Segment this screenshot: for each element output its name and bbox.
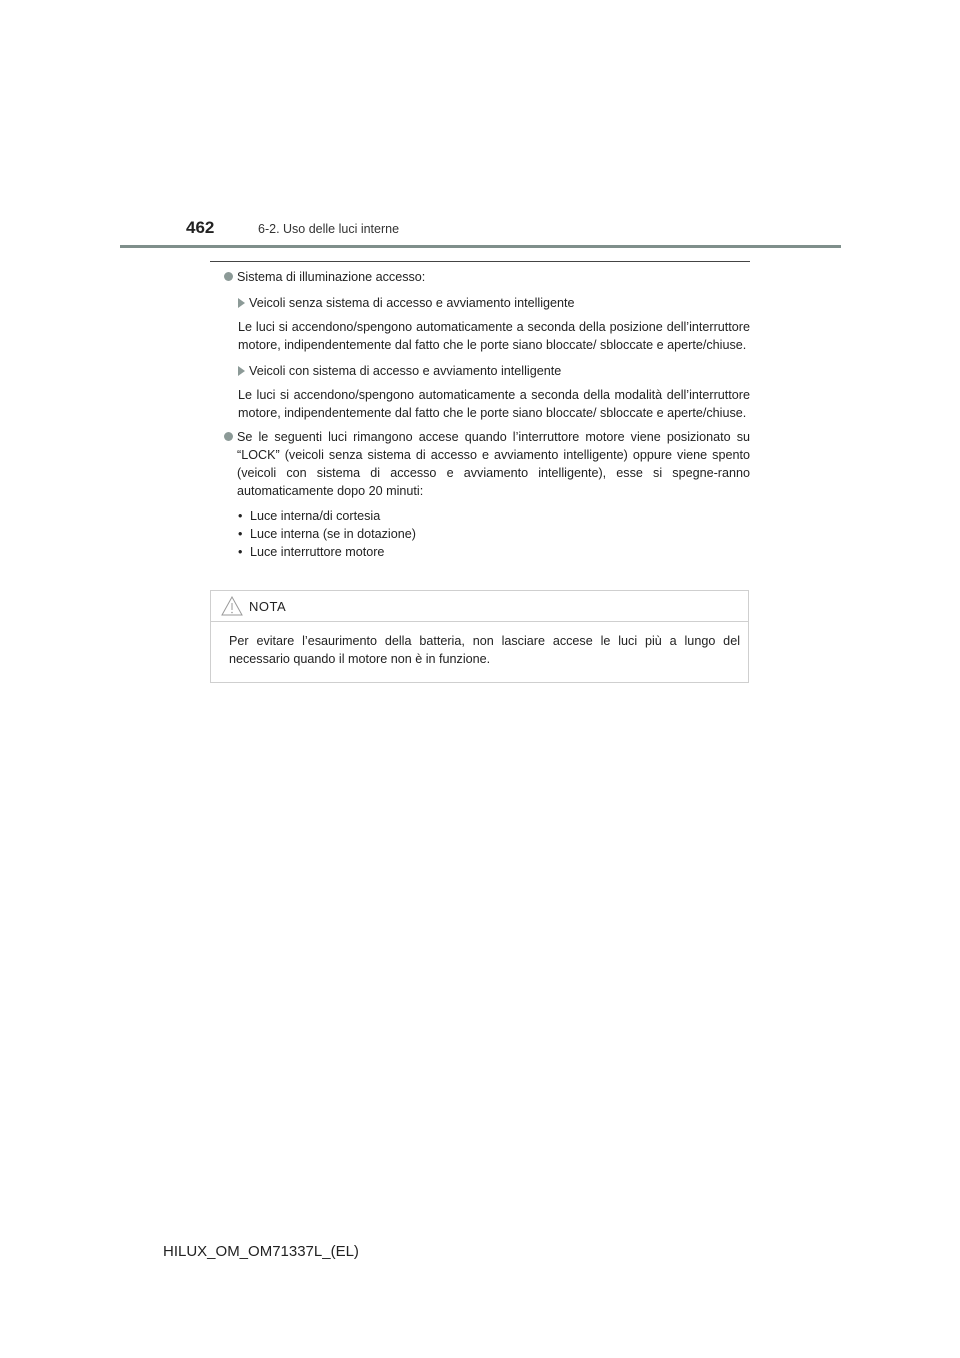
page-number: 462 [186, 218, 215, 237]
warning-triangle-icon [221, 596, 243, 616]
footer-document-code: HILUX_OM_OM71337L_(EL) [163, 1243, 359, 1260]
paragraph: Le luci si accendono/spengono automaticamente a seconda della posizione dell’interruttore motore, indipendentemente dal fatto che le porte siano bloccate/ sbloccate e aperte/chiuse. [238, 320, 750, 352]
subheading-text: Veicoli con sistema di accesso e avviamento intelligente [249, 364, 562, 378]
triangle-arrow-icon [238, 366, 245, 376]
list-item-text: Luce interna (se in dotazione) [250, 527, 416, 541]
bullet-dot-icon: • [238, 545, 243, 559]
bullet-item [224, 428, 750, 500]
list-item-text: Luce interruttore motore [250, 545, 385, 559]
bullet-dot-icon: • [238, 509, 243, 523]
header-rule [120, 245, 841, 248]
bullet-text: Sistema di illuminazione accesso: [237, 270, 426, 284]
content-body [224, 264, 750, 561]
list-item [238, 525, 750, 543]
light-list [238, 507, 750, 561]
note-title: NOTA [249, 598, 287, 614]
note-header [221, 591, 286, 621]
section-title: 6-2. Uso delle luci interne [258, 222, 400, 236]
list-item [238, 507, 750, 525]
subheading-text: Veicoli senza sistema di accesso e avviamento intelligente [249, 296, 575, 310]
note-box [210, 590, 749, 683]
bullet-item [224, 268, 750, 286]
subheading [238, 362, 750, 380]
triangle-arrow-icon [238, 298, 245, 308]
bullet-text: Se le seguenti luci rimangono accese quando l’interruttore motore viene posizionato su “LOCK” (veicoli senza sistema di accesso e avviamento intelligente) oppure viene spento (veicoli con sistema di accesso e avviamento intelligente), esse si spegne-ranno automaticamente dopo 20 minuti: [237, 430, 750, 498]
bullet-dot-icon: • [238, 527, 243, 541]
list-item-text: Luce interna/di cortesia [250, 509, 381, 523]
paragraph: Le luci si accendono/spengono automaticamente a seconda della modalità dell’interruttore motore, indipendentemente dal fatto che le porte siano bloccate/ sbloccate e aperte/chiuse. [238, 388, 750, 420]
subheading [238, 294, 750, 312]
note-divider [211, 621, 748, 622]
note-text: Per evitare l’esaurimento della batteria, non lasciare accese le luci più a lungo del necessario quando il motore non è in funzione. [229, 634, 740, 666]
content-rule [210, 261, 750, 262]
bullet-circle-icon [224, 272, 233, 281]
list-item [238, 543, 750, 561]
bullet-circle-icon [224, 432, 233, 441]
